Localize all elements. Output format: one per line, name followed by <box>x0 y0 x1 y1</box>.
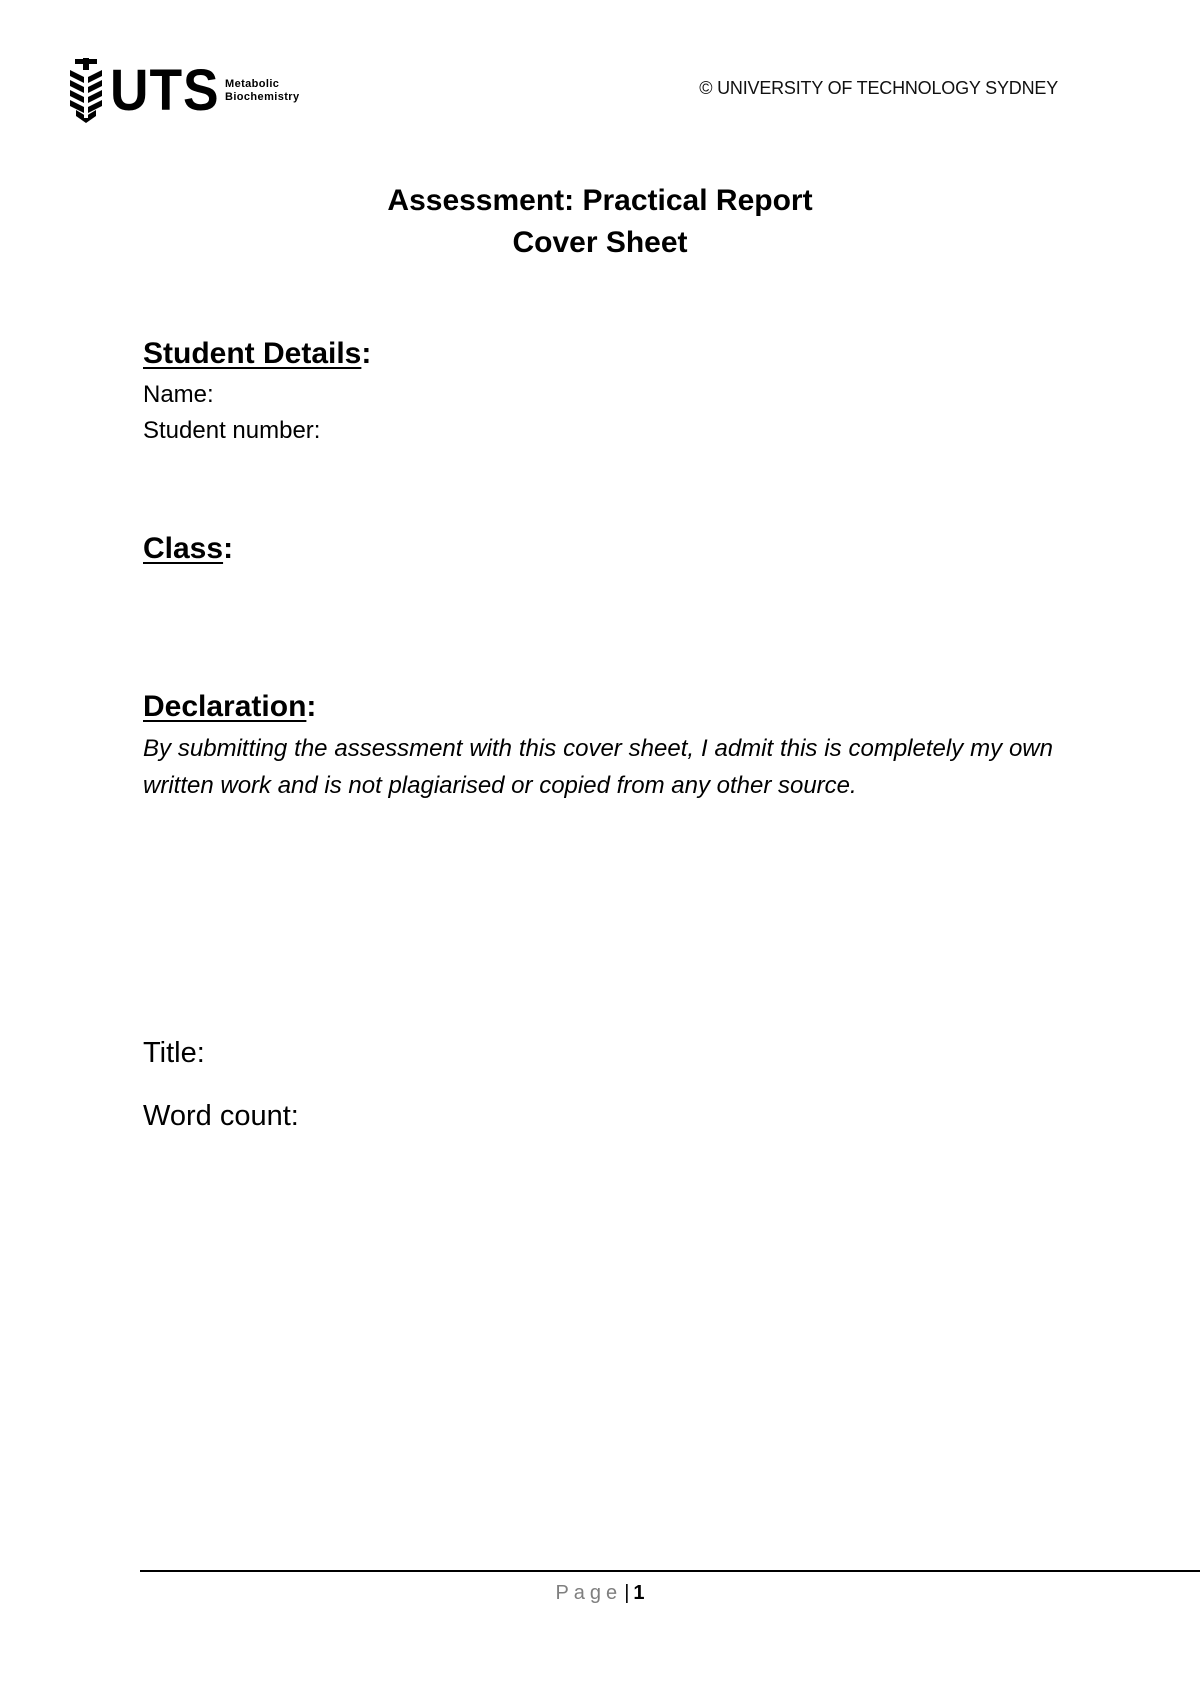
footer-divider <box>140 1570 1200 1572</box>
logo-subtitle-line1: Metabolic <box>225 78 280 90</box>
student-details-heading-text: Student Details <box>143 337 362 370</box>
logo-subtitle <box>225 78 300 104</box>
uts-logo <box>68 58 300 124</box>
uts-logo-mark-icon <box>68 58 104 124</box>
page-word: Page <box>555 1582 623 1604</box>
copyright-notice: © UNIVERSITY OF TECHNOLOGY SYDNEY <box>699 78 1058 98</box>
logo-wordmark: UTS <box>110 58 220 123</box>
student-details-heading-colon: : <box>361 337 372 370</box>
class-heading <box>143 531 233 567</box>
declaration-heading-colon: : <box>306 690 317 723</box>
student-number-label: Student number: <box>143 417 321 444</box>
declaration-heading <box>143 689 316 725</box>
declaration-heading-text: Declaration <box>143 690 307 723</box>
title-line-2: Cover Sheet <box>512 226 688 259</box>
class-heading-text: Class <box>143 532 224 565</box>
word-count-label: Word count: <box>143 1100 299 1132</box>
page-footer <box>0 1582 1200 1605</box>
student-details-heading <box>143 336 371 372</box>
declaration-statement: By submitting the assessment with this cover sheet, I admit this is completely my own written work and is not plagiarised or copied from any other source. <box>143 735 1053 799</box>
logo-subtitle-line2: Biochemistry <box>225 91 300 103</box>
report-title-label: Title: <box>143 1037 205 1069</box>
page-separator: | <box>624 1582 630 1604</box>
name-label: Name: <box>143 381 214 408</box>
title-line-1: Assessment: Practical Report <box>387 184 813 217</box>
document-title <box>0 180 1200 264</box>
class-heading-colon: : <box>223 532 234 565</box>
page-number: 1 <box>633 1582 645 1604</box>
